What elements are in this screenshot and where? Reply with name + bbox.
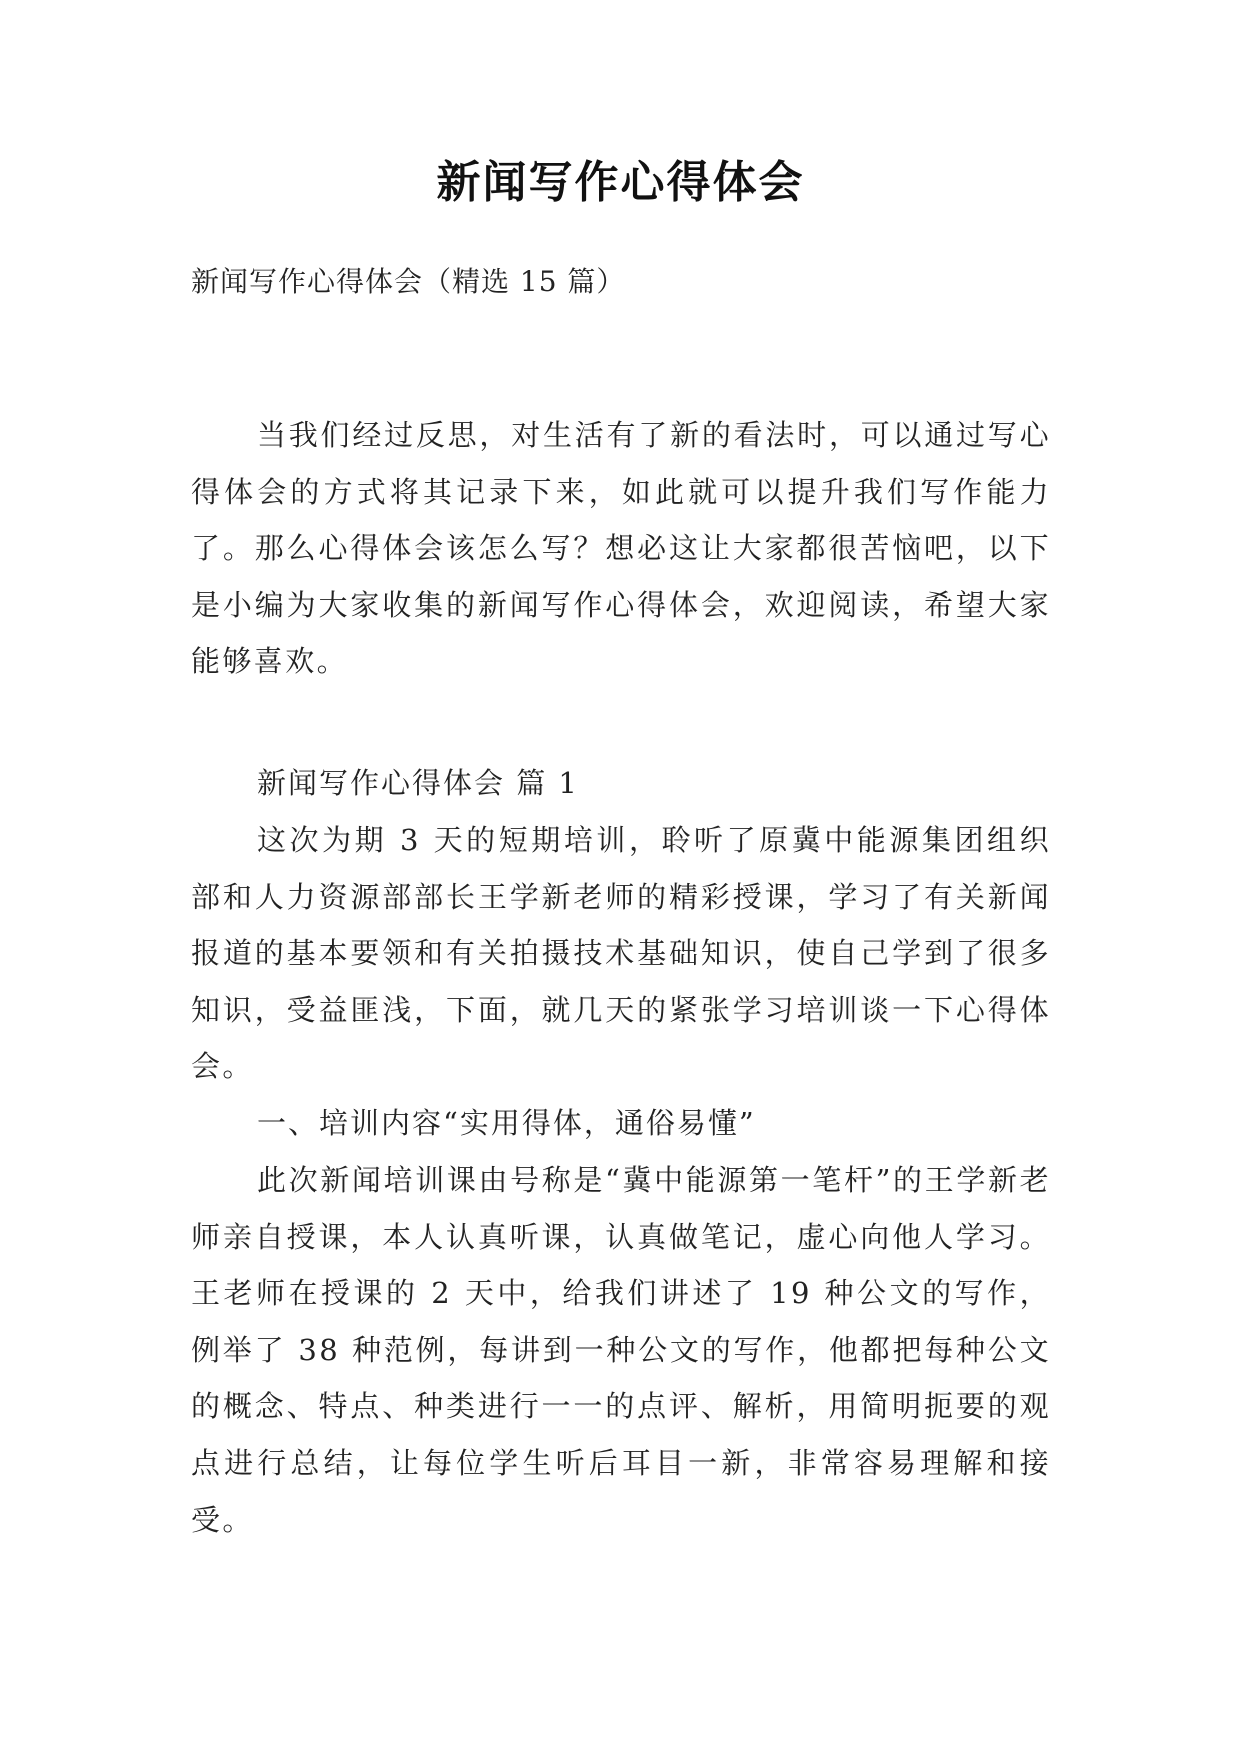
section-1-paragraph: 这次为期 3 天的短期培训，聆听了原冀中能源集团组织部和人力资源部部长王学新老师的精彩授课，学习了有关新闻报道的基本要领和有关拍摄技术基础知识，使自己学到了很多知识，受益匪浅，下面，就几天的紧张学习培训谈一下心得体会。 [191, 823, 1051, 1084]
document-subtitle: 新闻写作心得体会（精选 15 篇） [191, 265, 626, 298]
intro-paragraph: 当我们经过反思，对生活有了新的看法时，可以通过写心得体会的方式将其记录下来，如此就可以提升我们写作能力了。那么心得体会该怎么写？想必这让大家都很苦恼吧，以下是小编为大家收集的新闻写作心得体会，欢迎阅读，希望大家能够喜欢。 [191, 418, 1051, 679]
point-1-paragraph: 此次新闻培训课由号称是“冀中能源第一笔杆”的王学新老师亲自授课，本人认真听课，认真做笔记，虚心向他人学习。王老师在授课的 2 天中，给我们讲述了 19 种公文的写作，例举了 38 种范例，每讲到一种公文的写作，他都把每种公文的概念、特点、种类进行一一的点评、解析，用简明扼要的观点进行总结，让每位学生听后耳目一新，非常容易理解和接受。 [191, 1163, 1051, 1537]
point-1-heading: 一、培训内容“实用得体，通俗易懂” [257, 1106, 756, 1140]
document-title: 新闻写作心得体会 [436, 157, 805, 208]
section-1-heading: 新闻写作心得体会 篇 1 [257, 766, 579, 800]
